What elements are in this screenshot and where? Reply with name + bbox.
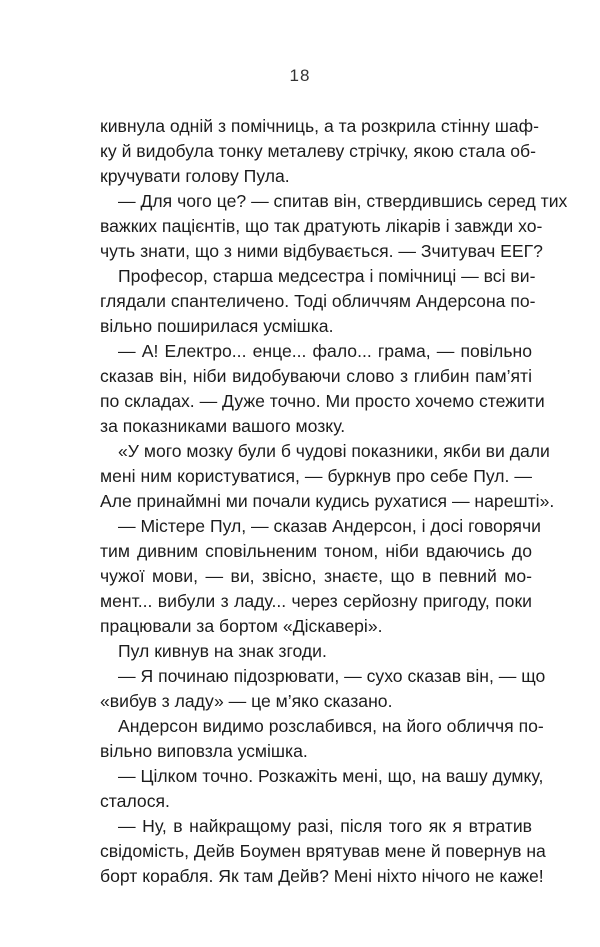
text-line: мент... вибули з ладу... через серйозну пригоду, поки <box>100 591 532 611</box>
text-line: глядали спантеличено. Тоді обличчям Андерсона по- <box>100 291 536 311</box>
text-line: важких пацієнтів, що так дратують лікарів і завжди хо- <box>100 216 543 236</box>
text-line: — Для чого це? — спитав він, ствердившись серед тих <box>118 191 568 211</box>
page-number: 18 <box>289 66 311 85</box>
text-line: тим дивним сповільненим тоном, ніби вдаючись до <box>100 541 532 561</box>
text-line: Андерсон видимо розслабився, на його обличчя по- <box>118 716 544 736</box>
text-line: чуть знати, що з ними відбувається. — Зчитувач ЕЕГ? <box>100 241 543 261</box>
text-line: ку й видобула тонку металеву стрічку, якою стала об- <box>100 141 536 161</box>
body-text <box>100 114 568 889</box>
text-line: по складах. — Дуже точно. Ми просто хочемо стежити <box>100 391 545 411</box>
text-line: Пул кивнув на знак згоди. <box>118 641 327 661</box>
text-line: чужої мови, — ви, звісно, знаєте, що в певний мо- <box>100 566 532 586</box>
text-line: за показниками вашого мозку. <box>100 416 346 436</box>
text-line: вільно виповзла усмішка. <box>100 741 308 761</box>
text-line: мені ним користуватися, — буркнув про себе Пул. — <box>100 466 532 486</box>
text-line: борт корабля. Як там Дейв? Мені ніхто нічого не каже! <box>100 866 544 886</box>
text-line: свідомість, Дейв Боумен врятував мене й повернув на <box>100 841 546 861</box>
text-line: — Містере Пул, — сказав Андерсон, і досі говорячи <box>118 516 541 536</box>
text-line: Але принаймні ми почали кудись рухатися — нарешті». <box>100 491 555 511</box>
text-line: вільно поширилася усмішка. <box>100 316 334 336</box>
text-line: кивнула одній з помічниць, а та розкрила стінну шаф- <box>100 116 539 136</box>
text-line: «У мого мозку були б чудові показники, якби ви дали <box>118 441 550 461</box>
text-line: — Ну, в найкращому разі, після того як я втратив <box>118 816 532 836</box>
text-line: — Цілком точно. Розкажіть мені, що, на вашу думку, <box>118 766 544 786</box>
text-line: «вибув з ладу» — це м’яко сказано. <box>100 691 393 711</box>
text-line: сказав він, ніби видобуваючи слово з глибин пам’яті <box>100 366 532 386</box>
text-line: — А! Електро... енце... фало... грама, — повільно <box>118 341 532 361</box>
text-line: сталося. <box>100 791 170 811</box>
text-line: працювали за бортом «Діскавері». <box>100 616 383 636</box>
text-line: — Я починаю підозрювати, — сухо сказав він, — що <box>118 666 546 686</box>
text-line: Професор, старша медсестра і помічниці — всі ви- <box>118 266 536 286</box>
text-line: кручувати голову Пула. <box>100 166 290 186</box>
